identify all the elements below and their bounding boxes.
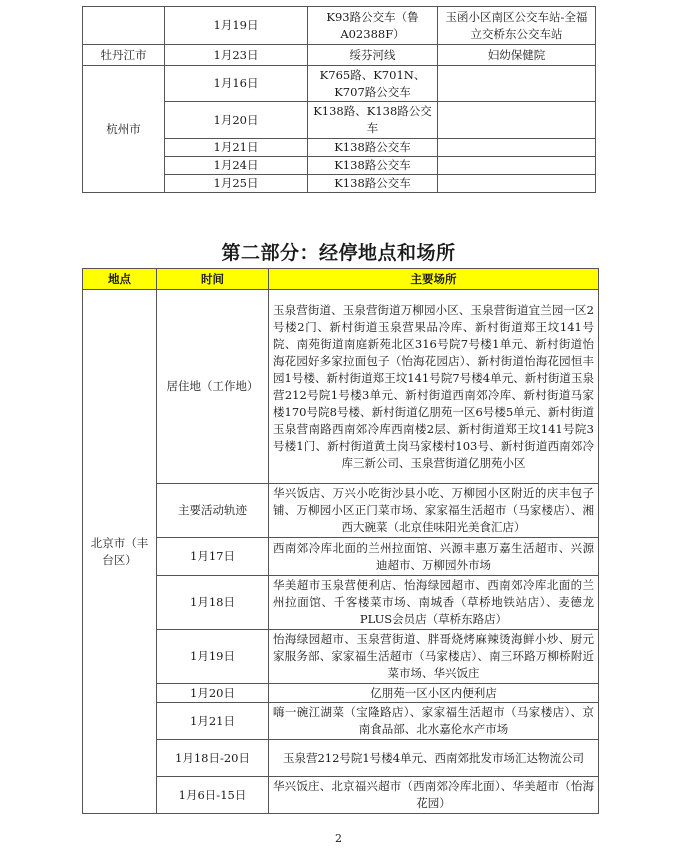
- venues-cell: 华兴饭店、万兴小吃街沙县小吃、万柳园小区附近的庆丰包子铺、万柳园小区正门菜市场、家家福生活超市（马家楼店）、湘西大碗菜（北京佳味阳光美食汇店）: [269, 484, 599, 538]
- transport-cell: K138路公交车: [308, 175, 438, 193]
- venues-cell: 嗨一碗江湖菜（宝隆路店）、家家福生活超市（马家楼店）、京南食品部、北水嘉伦水产市场: [269, 703, 599, 740]
- route-cell: [438, 157, 596, 175]
- venues-cell: 华兴饭庄、北京福兴超市（西南郊冷库北面）、华美超市（怡海花园）: [269, 777, 599, 814]
- time-cell: 1月17日: [157, 538, 269, 576]
- table-row: [83, 740, 599, 777]
- city-cell: 北京市（丰台区）: [83, 290, 157, 814]
- column-header-place: 地点: [83, 269, 157, 290]
- venues-cell: 华美超市玉泉营便利店、怡海绿园超市、西南郊冷库北面的兰州拉面馆、千客楼菜市场、南城香（草桥地铁站店）、麦德龙PLUS会员店（草桥东路店）: [269, 576, 599, 630]
- city-cell: 杭州市: [83, 66, 165, 193]
- table-row: [83, 45, 596, 66]
- time-cell: 1月6日-15日: [157, 777, 269, 814]
- date-cell: 1月24日: [165, 157, 308, 175]
- table-row: [83, 538, 599, 576]
- route-cell: 妇幼保健院: [438, 45, 596, 66]
- table-row: [83, 290, 599, 484]
- date-cell: 1月21日: [165, 139, 308, 157]
- venues-cell: 玉泉营街道、玉泉营街道万柳园小区、玉泉营街道宜兰园一区2号楼2门、新村街道玉泉营果品冷库、新村街道郑王坟141号院、南苑街道南庭新苑北区316号院7号楼1单元、新村街道怡海花园好多家拉面包子（怡海花园店）、新村街道怡海花园恒丰园1号楼、新村街道郑王坟141号院7号楼4单元、新村街道玉泉营212号院1号楼3单元、新村街道西南郊冷库、新村街道马家楼170号院8号楼、新村街道亿朋苑一区6号楼5单元、新村街道玉泉营南路西南郊冷库西南楼2层、新村街道郑王坟141号院3号楼1门、新村街道黄土岗马家楼村103号、新村街道西南郊冷库三新公司、玉泉营街道亿朋苑小区: [269, 290, 599, 484]
- date-cell: 1月20日: [165, 102, 308, 139]
- venues-cell: 怡海绿园超市、玉泉营街道、胖哥烧烤麻辣烫海鲜小炒、厨元家服务部、家家福生活超市（马家楼店）、南三环路万柳桥附近菜市场、华兴饭庄: [269, 630, 599, 684]
- route-cell: [438, 175, 596, 193]
- transport-cell: 绥芬河线: [308, 45, 438, 66]
- time-cell: 1月21日: [157, 703, 269, 740]
- route-cell: [438, 139, 596, 157]
- venues-table: [82, 268, 599, 814]
- time-cell: 1月18日-20日: [157, 740, 269, 777]
- table-row: [83, 576, 599, 630]
- route-cell: [438, 66, 596, 102]
- time-cell: 主要活动轨迹: [157, 484, 269, 538]
- venues-cell: 亿朋苑一区小区内便利店: [269, 684, 599, 703]
- table-row: [83, 684, 599, 703]
- column-header-time: 时间: [157, 269, 269, 290]
- date-cell: 1月19日: [165, 7, 308, 45]
- time-cell: 居住地（工作地）: [157, 290, 269, 484]
- table-row: [83, 484, 599, 538]
- table-row: [83, 66, 596, 102]
- section-title: 第二部分：经停地点和场所: [221, 242, 456, 264]
- date-cell: 1月23日: [165, 45, 308, 66]
- time-cell: 1月19日: [157, 630, 269, 684]
- table-row: [83, 7, 596, 45]
- table-row: [83, 703, 599, 740]
- table-header-row: [83, 269, 599, 290]
- date-cell: 1月25日: [165, 175, 308, 193]
- venues-cell: 西南郊冷库北面的兰州拉面馆、兴源丰惠万嘉生活超市、兴源迪超市、万柳园外市场: [269, 538, 599, 576]
- transport-cell: K138路公交车: [308, 139, 438, 157]
- table-row: [83, 777, 599, 814]
- transport-cell: K93路公交车（鲁A02388F）: [308, 7, 438, 45]
- table-row: [83, 630, 599, 684]
- column-header-venues: 主要场所: [269, 269, 599, 290]
- page-number: 2: [335, 832, 342, 845]
- route-cell: [438, 102, 596, 139]
- time-cell: 1月18日: [157, 576, 269, 630]
- city-cell: [83, 7, 165, 45]
- venues-cell: 玉泉营212号院1号楼4单元、西南郊批发市场汇达物流公司: [269, 740, 599, 777]
- transport-cell: K138路、K138路公交车: [308, 102, 438, 139]
- city-cell: 牡丹江市: [83, 45, 165, 66]
- transport-cell: K765路、K701N、K707路公交车: [308, 66, 438, 102]
- time-cell: 1月20日: [157, 684, 269, 703]
- date-cell: 1月16日: [165, 66, 308, 102]
- route-cell: 玉函小区南区公交车站-全福立交桥东公交车站: [438, 7, 596, 45]
- transport-cell: K138路公交车: [308, 157, 438, 175]
- transport-table: [82, 6, 596, 193]
